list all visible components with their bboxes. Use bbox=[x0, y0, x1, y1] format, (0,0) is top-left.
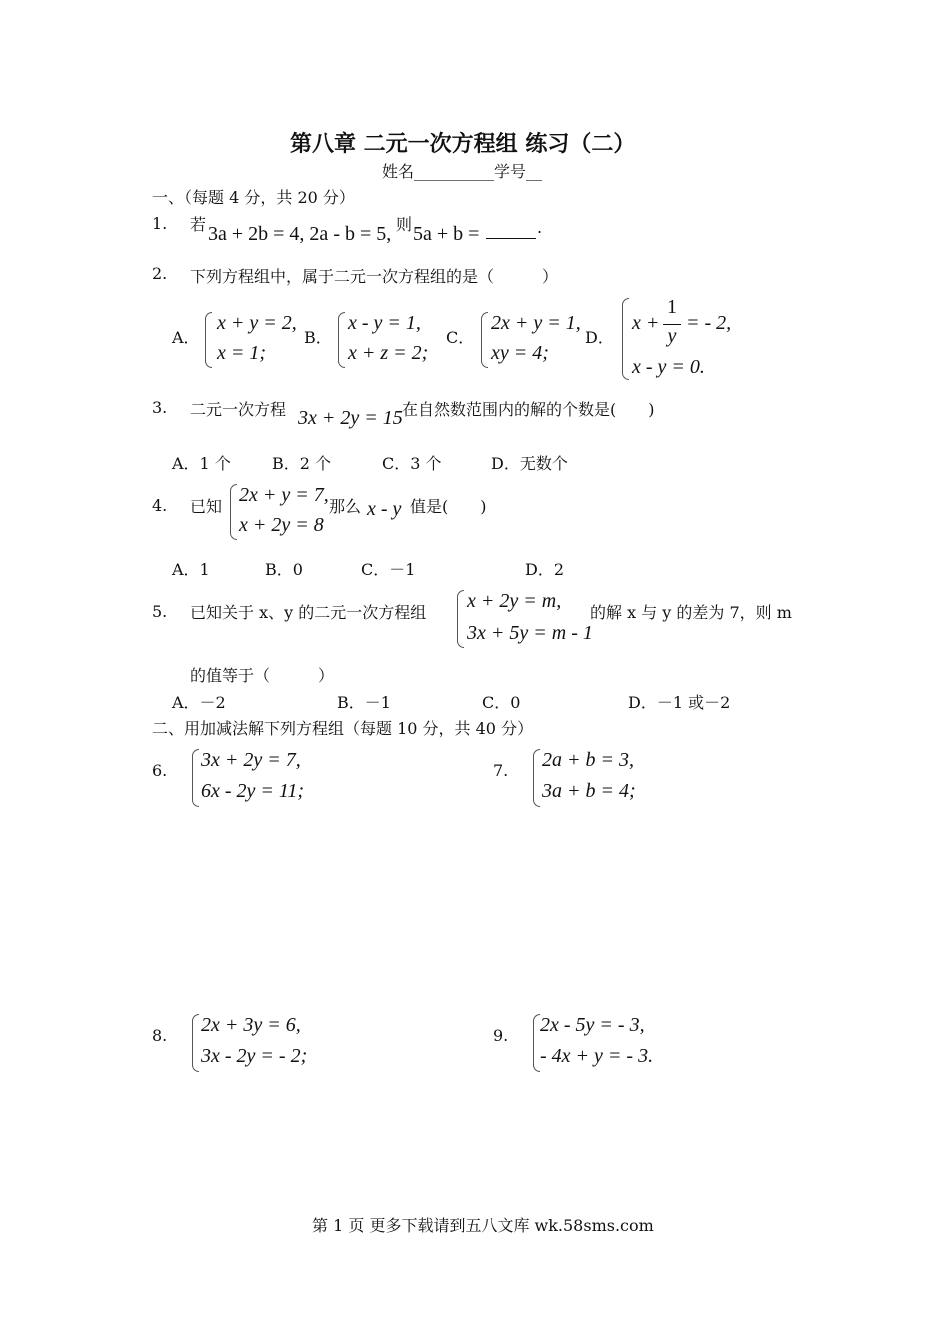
q5-option-a: A．－2 bbox=[172, 693, 226, 712]
q5-continuation: 的值等于（ ） bbox=[190, 666, 335, 685]
q9-number: 9. bbox=[493, 1026, 509, 1045]
brace-icon bbox=[338, 312, 345, 368]
q1-mid: 则 bbox=[396, 215, 413, 234]
q2-option-d-label: D． bbox=[585, 328, 614, 347]
q5-option-c: C．0 bbox=[482, 693, 521, 712]
q1-number: 1. bbox=[152, 214, 168, 233]
q3-number: 3. bbox=[152, 398, 168, 417]
q4-option-a: A．1 bbox=[172, 560, 210, 579]
brace-icon bbox=[533, 749, 540, 807]
number-label: 学号 bbox=[494, 162, 527, 181]
q5-suffix: 的解 x 与 y 的差为 7，则 m bbox=[590, 603, 792, 622]
q3-option-d: D．无数个 bbox=[491, 454, 568, 473]
q5-number: 5. bbox=[152, 602, 168, 621]
equation-line: x + y = 2, bbox=[217, 312, 297, 334]
equation-line-part: x + bbox=[632, 312, 660, 334]
brace-icon bbox=[457, 590, 464, 648]
equation-line: x + z = 2; bbox=[348, 342, 429, 364]
q1-answer-blank bbox=[486, 238, 536, 239]
equation-line: 6x - 2y = 11; bbox=[201, 780, 305, 802]
equation-line: 2x + y = 7, bbox=[239, 484, 329, 506]
q5-system bbox=[457, 588, 597, 650]
equation-line: x + 2y = 8 bbox=[239, 514, 324, 536]
q3-option-a: A．1 个 bbox=[172, 454, 231, 473]
equation-line: 2a + b = 3, bbox=[542, 749, 634, 771]
q4-expression: x - y bbox=[367, 498, 402, 520]
q2-stem: 下列方程组中，属于二元一次方程组的是（ ） bbox=[190, 267, 559, 286]
student-info bbox=[382, 159, 542, 182]
q2-option-a-system bbox=[205, 310, 305, 370]
equation-line: 3a + b = 4; bbox=[542, 780, 636, 802]
q3-suffix: 在自然数范围内的解的个数是( ) bbox=[402, 400, 655, 419]
brace-icon bbox=[192, 1014, 199, 1072]
q2-option-d-system bbox=[622, 296, 742, 381]
q9-system bbox=[533, 1012, 673, 1074]
q8-number: 8. bbox=[152, 1026, 168, 1045]
equation-line: 3x + 2y = 7, bbox=[201, 749, 301, 771]
equation-line: x = 1; bbox=[217, 342, 267, 364]
q2-option-b-system bbox=[338, 310, 438, 370]
q4-option-c: C．－1 bbox=[361, 560, 416, 579]
fraction-numerator: 1 bbox=[667, 296, 677, 318]
q4-option-b: B．0 bbox=[265, 560, 303, 579]
q5-option-d: D．－1 或－2 bbox=[628, 693, 731, 712]
q4-system bbox=[230, 482, 330, 542]
q7-system bbox=[533, 747, 653, 809]
brace-icon bbox=[622, 298, 629, 380]
q4-suffix: 值是( ) bbox=[410, 497, 487, 516]
q5-prefix: 已知关于 x、y 的二元一次方程组 bbox=[190, 603, 427, 622]
name-label: 姓名 bbox=[382, 162, 415, 181]
brace-icon bbox=[230, 484, 237, 540]
q8-system bbox=[192, 1012, 332, 1074]
section1-heading: 一、（每题 4 分，共 20 分） bbox=[152, 188, 355, 207]
q4-number: 4. bbox=[152, 496, 168, 515]
equation-line-part: = - 2, bbox=[686, 312, 732, 334]
q2-option-c-label: C． bbox=[446, 328, 475, 347]
equation-line: xy = 4; bbox=[491, 342, 549, 364]
brace-icon bbox=[481, 312, 488, 368]
equation-line: x + 2y = m, bbox=[467, 590, 562, 612]
q4-prefix: 已知 bbox=[190, 497, 223, 516]
equation-line: 2x + 3y = 6, bbox=[201, 1014, 301, 1036]
equation-line: x - y = 1, bbox=[348, 312, 421, 334]
page-title: 第八章 二元一次方程组 练习（二） bbox=[290, 132, 636, 157]
q2-number: 2. bbox=[152, 264, 168, 283]
page-footer: 第 1 页 更多下载请到五八文库 wk.58sms.com bbox=[312, 1216, 654, 1235]
q1-end: . bbox=[537, 218, 543, 237]
q6-number: 6. bbox=[152, 761, 168, 780]
brace-icon bbox=[205, 312, 212, 368]
q4-option-d: D．2 bbox=[525, 560, 565, 579]
q2-option-b-label: B． bbox=[304, 328, 332, 347]
q1-condition: 3a + 2b = 4, 2a - b = 5, bbox=[208, 223, 392, 245]
number-blank: __ bbox=[526, 162, 543, 181]
q2-option-a-label: A． bbox=[172, 328, 200, 347]
q3-option-b: B．2 个 bbox=[272, 454, 332, 473]
equation-line: x - y = 0. bbox=[632, 356, 705, 378]
q4-mid: 那么 bbox=[329, 497, 362, 516]
q3-equation: 3x + 2y = 15 bbox=[298, 407, 403, 429]
equation-line: 3x - 2y = - 2; bbox=[201, 1045, 308, 1067]
q5-option-b: B．－1 bbox=[337, 693, 391, 712]
q1-prefix: 若 bbox=[190, 215, 207, 234]
brace-icon bbox=[192, 749, 199, 807]
q7-number: 7. bbox=[493, 761, 509, 780]
equation-line: 2x + y = 1, bbox=[491, 312, 581, 334]
name-blank: __________ bbox=[414, 162, 495, 181]
brace-icon bbox=[533, 1014, 540, 1072]
fraction-denominator: y bbox=[667, 325, 677, 347]
equation-line: - 4x + y = - 3. bbox=[540, 1045, 654, 1067]
q6-system bbox=[192, 747, 332, 809]
equation-line: 3x + 5y = m - 1 bbox=[467, 622, 593, 644]
q3-prefix: 二元一次方程 bbox=[190, 400, 287, 419]
equation-line: 2x - 5y = - 3, bbox=[540, 1014, 645, 1036]
q3-option-c: C．3 个 bbox=[382, 454, 442, 473]
q1-expression: 5a + b = bbox=[413, 223, 480, 245]
q2-option-c-system bbox=[481, 310, 581, 370]
section2-heading: 二、用加减法解下列方程组（每题 10 分，共 40 分） bbox=[152, 719, 534, 738]
